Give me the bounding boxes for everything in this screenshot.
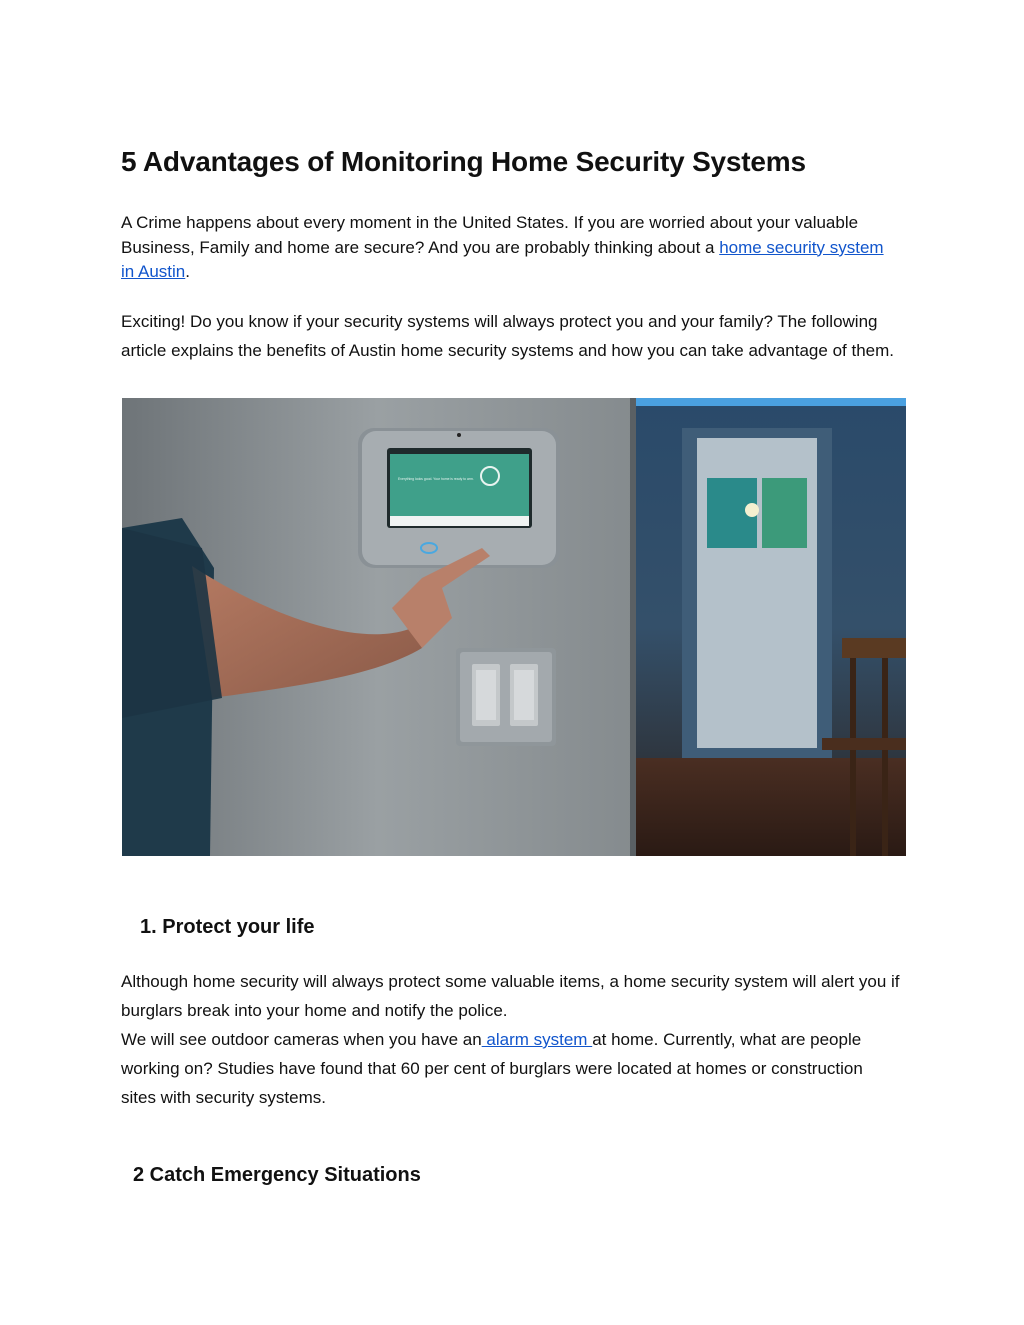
section-1-paragraph — [121, 967, 901, 1112]
section-1-line-2: We will see outdoor cameras when you have an — [121, 1030, 482, 1049]
section-1-line-1: Although home security will always protect some valuable items, a home security system will alert you if burglars break into your home and notify the police. — [121, 972, 900, 1020]
alarm-system-link[interactable]: alarm system — [481, 1030, 593, 1049]
security-panel-photo — [122, 398, 906, 856]
home-security-link[interactable]: home security system in Austin — [121, 237, 884, 281]
panel-status-text: Everything looks good. Your home is ready to arm. — [398, 477, 474, 481]
intro-text-end: . — [185, 262, 190, 281]
intro-paragraph — [121, 211, 901, 285]
section-2-heading: 2 Catch Emergency Situations — [133, 1164, 421, 1186]
intro-text: A Crime happens about every moment in the United States. If you are worried about your valuable Business, Family and home are secure? And you are probably thinking about a — [121, 213, 859, 257]
intro-paragraph-2: Exciting! Do you know if your security systems will always protect you and your family? The following article explains the benefits of Austin home security systems and how you can take advantage of them. — [121, 312, 894, 360]
section-1-heading: 1. Protect your life — [140, 916, 315, 938]
article-title: 5 Advantages of Monitoring Home Security Systems — [121, 146, 806, 177]
section-1-line-2-end: at home. Currently, what are people working on? Studies have found that 60 per cent of burglars were located at homes or construction sites with security systems. — [121, 1030, 863, 1107]
